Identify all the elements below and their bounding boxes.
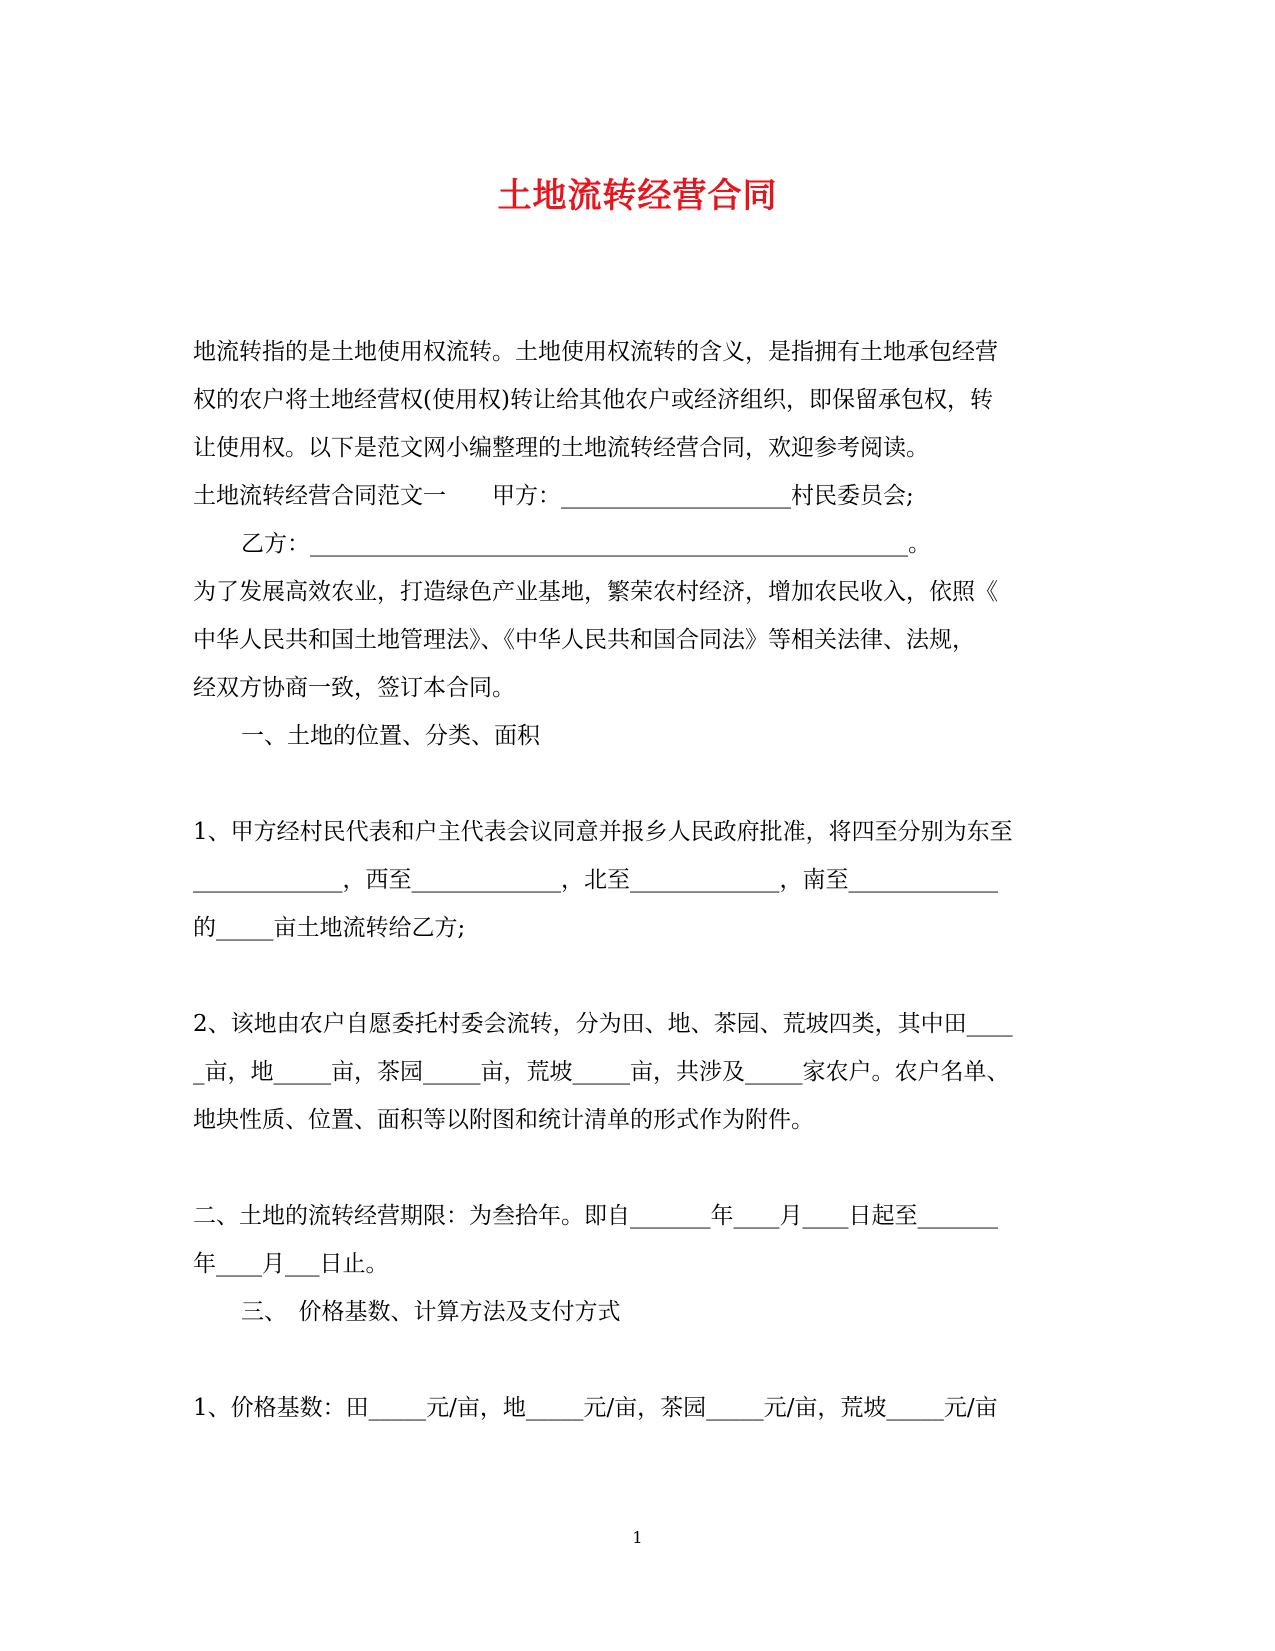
page-number: 1 <box>632 1528 643 1547</box>
contract-party-a-line: 土地流转经营合同范文一 甲方：____________________村民委员会; <box>193 483 914 509</box>
contract-party-b-line: 乙方：____________________________________________________。 <box>241 531 931 557</box>
clause-line: 地块性质、位置、面积等以附图和统计清单的形式作为附件。 <box>193 1107 814 1133</box>
paragraph-line: 权的农户将土地经营权(使用权)转让给其他农户或经济组织，即保留承包权，转 <box>193 387 993 413</box>
paragraph-line: 经双方协商一致，签订本合同。 <box>193 675 515 701</box>
section-heading: 三、 价格基数、计算方法及支付方式 <box>241 1299 621 1325</box>
section-heading: 一、土地的位置、分类、面积 <box>241 723 540 749</box>
clause-line: 2、该地由农户自愿委托村委会流转，分为田、地、茶园、荒坡四类，其中田____ <box>193 1011 1013 1037</box>
clause-line: 年____月___日止。 <box>193 1251 389 1277</box>
paragraph-gap <box>193 1144 1081 1192</box>
paragraph-line: 让使用权。以下是范文网小编整理的土地流转经营合同，欢迎参考阅读。 <box>193 435 929 461</box>
clause-line: _亩，地_____亩，茶园_____亩，荒坡_____亩，共涉及_____家农户。农户名单、 <box>193 1059 1010 1085</box>
paragraph-gap <box>193 760 1081 808</box>
paragraph-line: 为了发展高效农业，打造绿色产业基地，繁荣农村经济，增加农民收入，依照《 <box>193 579 998 605</box>
paragraph-gap <box>193 952 1081 1000</box>
clause-line: 1、甲方经村民代表和户主代表会议同意并报乡人民政府批准，将四至分别为东至 <box>193 819 1013 845</box>
clause-line: 的_____亩土地流转给乙方; <box>193 915 466 941</box>
clause-line: _____________，西至_____________，北至_____________，南至_____________ <box>193 867 998 893</box>
paragraph-gap <box>193 1336 1081 1384</box>
paragraph-line: 地流转指的是土地使用权流转。土地使用权流转的含义，是指拥有土地承包经营 <box>193 339 998 365</box>
paragraph-line: 中华人民共和国土地管理法》、《中华人民共和国合同法》等相关法律、法规， <box>193 627 975 653</box>
document-title: 土地流转经营合同 <box>497 176 778 216</box>
clause-line: 1、价格基数：田_____元/亩，地_____元/亩，茶园_____元/亩，荒坡_____元/亩 <box>193 1395 998 1421</box>
section-heading: 二、土地的流转经营期限：为叁拾年。即自_______年____月____日起至_______ <box>193 1203 998 1229</box>
document-body <box>193 328 1081 1432</box>
